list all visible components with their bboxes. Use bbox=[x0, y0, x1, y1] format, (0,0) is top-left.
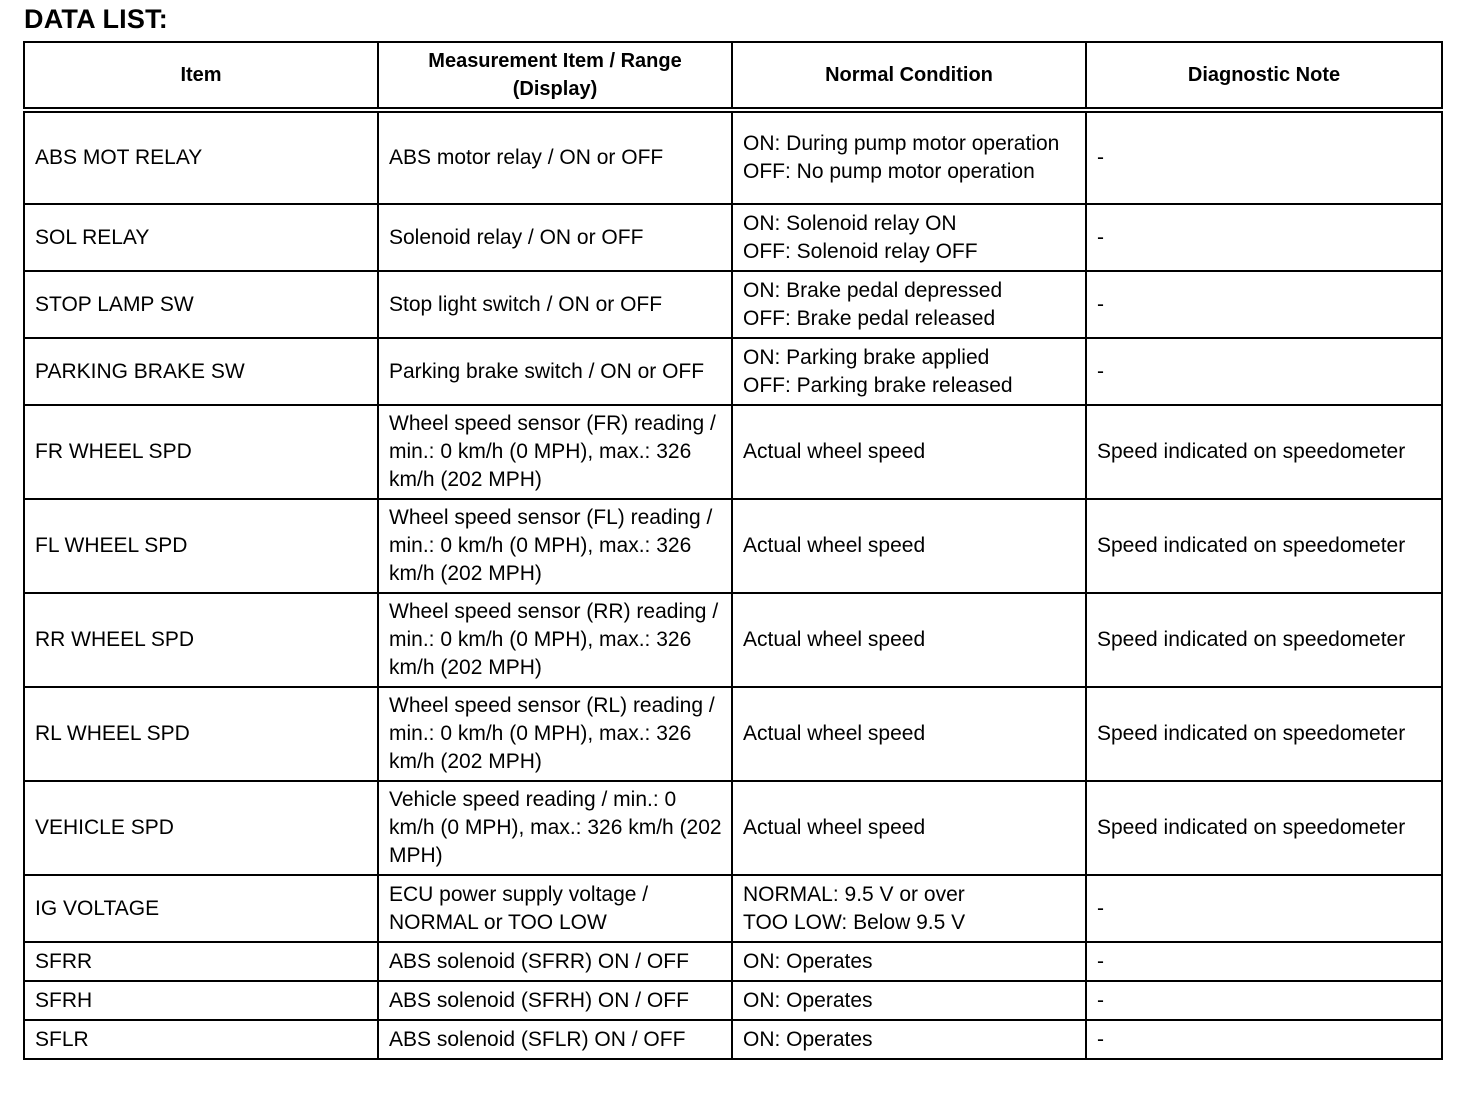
normal-condition-line: ON: Operates bbox=[743, 988, 873, 1012]
normal-condition-line: OFF: No pump motor operation bbox=[743, 160, 1035, 183]
cell-normal-condition bbox=[732, 981, 1086, 1020]
normal-condition-line: Actual wheel speed bbox=[743, 722, 926, 745]
normal-condition-line: OFF: Solenoid relay OFF bbox=[743, 239, 978, 263]
cell-diagnostic-note: - bbox=[1086, 875, 1442, 942]
cell-normal-condition bbox=[732, 593, 1086, 687]
cell-measurement: Parking brake switch / ON or OFF bbox=[378, 338, 732, 405]
cell-measurement: Vehicle speed reading / min.: 0 km/h (0 MPH), max.: 326 km/h (202 MPH) bbox=[378, 781, 732, 875]
table-row bbox=[24, 593, 1442, 687]
table-body bbox=[24, 110, 1442, 1059]
cell-item: SFLR bbox=[24, 1020, 378, 1059]
normal-condition-line: Actual wheel speed bbox=[743, 440, 926, 463]
cell-measurement: Wheel speed sensor (RL) reading / min.: 0 km/h (0 MPH), max.: 326 km/h (202 MPH) bbox=[378, 687, 732, 781]
cell-normal-condition bbox=[732, 781, 1086, 875]
cell-measurement: Wheel speed sensor (FL) reading / min.: 0 km/h (0 MPH), max.: 326 km/h (202 MPH) bbox=[378, 499, 732, 593]
cell-measurement: Wheel speed sensor (FR) reading / min.: 0 km/h (0 MPH), max.: 326 km/h (202 MPH) bbox=[378, 405, 732, 499]
cell-normal-condition bbox=[732, 1020, 1086, 1059]
table-row bbox=[24, 942, 1442, 981]
cell-diagnostic-note: - bbox=[1086, 1020, 1442, 1059]
cell-item: SFRR bbox=[24, 942, 378, 981]
cell-item: SOL RELAY bbox=[24, 204, 378, 271]
cell-item: STOP LAMP SW bbox=[24, 271, 378, 338]
cell-diagnostic-note: Speed indicated on speedometer bbox=[1086, 781, 1442, 875]
cell-item: SFRH bbox=[24, 981, 378, 1020]
cell-measurement: Stop light switch / ON or OFF bbox=[378, 271, 732, 338]
page-title: DATA LIST: bbox=[24, 4, 168, 34]
normal-condition-line: ON: Solenoid relay ON bbox=[743, 211, 957, 235]
cell-item: VEHICLE SPD bbox=[24, 781, 378, 875]
data-list-table bbox=[23, 41, 1443, 1060]
cell-diagnostic-note: - bbox=[1086, 338, 1442, 405]
cell-diagnostic-note: - bbox=[1086, 110, 1442, 204]
cell-diagnostic-note: - bbox=[1086, 271, 1442, 338]
cell-diagnostic-note: - bbox=[1086, 981, 1442, 1020]
cell-normal-condition bbox=[732, 499, 1086, 593]
cell-diagnostic-note: - bbox=[1086, 942, 1442, 981]
normal-condition-line: ON: Brake pedal depressed bbox=[743, 278, 1003, 302]
table-row bbox=[24, 875, 1442, 942]
cell-diagnostic-note: Speed indicated on speedometer bbox=[1086, 687, 1442, 781]
cell-normal-condition bbox=[732, 687, 1086, 781]
normal-condition-line: Actual wheel speed bbox=[743, 534, 926, 557]
cell-item: IG VOLTAGE bbox=[24, 875, 378, 942]
table-row bbox=[24, 110, 1442, 204]
table-row bbox=[24, 1020, 1442, 1059]
header-measurement-line1: Measurement Item / Range bbox=[428, 50, 682, 72]
cell-item: FL WHEEL SPD bbox=[24, 499, 378, 593]
normal-condition-line: OFF: Brake pedal released bbox=[743, 306, 996, 330]
table-row bbox=[24, 499, 1442, 593]
cell-normal-condition bbox=[732, 942, 1086, 981]
cell-diagnostic-note: Speed indicated on speedometer bbox=[1086, 593, 1442, 687]
header-normal-condition: Normal Condition bbox=[732, 42, 1086, 110]
cell-diagnostic-note: Speed indicated on speedometer bbox=[1086, 499, 1442, 593]
header-row bbox=[24, 42, 1442, 110]
table-row bbox=[24, 271, 1442, 338]
normal-condition-line: NORMAL: 9.5 V or over bbox=[743, 882, 965, 906]
cell-measurement: ABS motor relay / ON or OFF bbox=[378, 110, 732, 204]
cell-normal-condition bbox=[732, 204, 1086, 271]
cell-normal-condition bbox=[732, 338, 1086, 405]
cell-normal-condition bbox=[732, 405, 1086, 499]
table-row bbox=[24, 981, 1442, 1020]
cell-measurement: ECU power supply voltage / NORMAL or TOO LOW bbox=[378, 875, 732, 942]
cell-measurement: ABS solenoid (SFRR) ON / OFF bbox=[378, 942, 732, 981]
cell-diagnostic-note: Speed indicated on speedometer bbox=[1086, 405, 1442, 499]
header-measurement bbox=[378, 42, 732, 110]
cell-item: FR WHEEL SPD bbox=[24, 405, 378, 499]
cell-item: ABS MOT RELAY bbox=[24, 110, 378, 204]
cell-normal-condition bbox=[732, 875, 1086, 942]
table-row bbox=[24, 687, 1442, 781]
cell-measurement: ABS solenoid (SFRH) ON / OFF bbox=[378, 981, 732, 1020]
cell-measurement: ABS solenoid (SFLR) ON / OFF bbox=[378, 1020, 732, 1059]
cell-normal-condition bbox=[732, 110, 1086, 204]
cell-diagnostic-note: - bbox=[1086, 204, 1442, 271]
normal-condition-line: ON: Operates bbox=[743, 949, 873, 973]
normal-condition-line: TOO LOW: Below 9.5 V bbox=[743, 910, 966, 934]
normal-condition-line: ON: During pump motor operation bbox=[743, 132, 1060, 155]
table-row bbox=[24, 204, 1442, 271]
normal-condition-line: ON: Operates bbox=[743, 1027, 873, 1051]
normal-condition-line: OFF: Parking brake released bbox=[743, 373, 1013, 397]
table-row bbox=[24, 405, 1442, 499]
cell-measurement: Solenoid relay / ON or OFF bbox=[378, 204, 732, 271]
header-measurement-line2: (Display) bbox=[512, 78, 598, 100]
cell-item: PARKING BRAKE SW bbox=[24, 338, 378, 405]
cell-item: RL WHEEL SPD bbox=[24, 687, 378, 781]
normal-condition-line: ON: Parking brake applied bbox=[743, 345, 990, 369]
cell-measurement: Wheel speed sensor (RR) reading / min.: 0 km/h (0 MPH), max.: 326 km/h (202 MPH) bbox=[378, 593, 732, 687]
header-item: Item bbox=[24, 42, 378, 110]
header-diagnostic-note: Diagnostic Note bbox=[1086, 42, 1442, 110]
normal-condition-line: Actual wheel speed bbox=[743, 816, 926, 839]
cell-normal-condition bbox=[732, 271, 1086, 338]
cell-item: RR WHEEL SPD bbox=[24, 593, 378, 687]
table-row bbox=[24, 338, 1442, 405]
normal-condition-line: Actual wheel speed bbox=[743, 628, 926, 651]
table-row bbox=[24, 781, 1442, 875]
